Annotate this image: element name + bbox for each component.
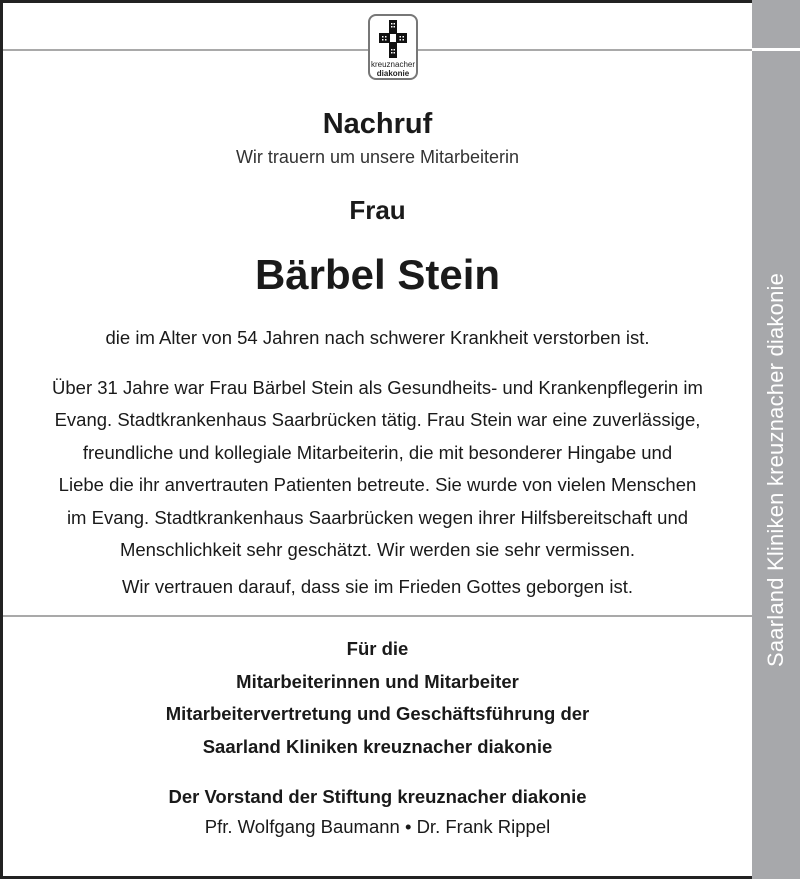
signature-block	[3, 633, 752, 763]
closing-line: Wir vertrauen darauf, dass sie im Frieden Gottes geborgen ist.	[121, 576, 634, 597]
frame-border-top	[0, 0, 753, 3]
kreuznacher-diakonie-logo	[368, 14, 418, 80]
page-title: Nachruf	[322, 108, 433, 140]
paragraph-line: Menschlichkeit sehr geschätzt. Wir werden sie sehr vermissen.	[119, 539, 636, 561]
board-title: Der Vorstand der Stiftung kreuznacher diakonie	[168, 786, 587, 807]
subtitle: Wir trauern um unsere Mitarbeiterin	[235, 147, 520, 167]
logo-text-line2: diakonie	[376, 69, 410, 78]
paragraph-line: Über 31 Jahre war Frau Bärbel Stein als Gesundheits- und Krankenpflegerin im	[52, 377, 703, 398]
logo-text-line1: kreuznacher	[370, 60, 416, 69]
cross-icon	[379, 20, 407, 58]
signature-line: Saarland Kliniken kreuznacher diakonie	[202, 735, 553, 757]
board-members: Pfr. Wolfgang Baumann • Dr. Frank Rippel	[204, 816, 551, 837]
paragraph-line: im Evang. Stadtkrankenhaus Saarbrücken wegen ihrer Hilfsbereitschaft und	[66, 506, 689, 528]
top-rule-left	[3, 49, 368, 51]
deceased-name: Bärbel Stein	[254, 251, 501, 298]
signature-line: Mitarbeiterinnen und Mitarbeiter	[236, 670, 519, 692]
salutation: Frau	[349, 195, 406, 225]
section-divider	[3, 615, 752, 617]
signature-line: Mitarbeitervertretung und Geschäftsführung der	[165, 703, 590, 725]
signature-line: Für die	[346, 638, 409, 659]
top-rule-right	[418, 49, 752, 51]
sidebar-divider	[752, 48, 800, 51]
paragraph-line: Liebe die ihr anvertrauten Patienten betreute. Sie wurde von vielen Menschen	[58, 474, 697, 496]
sidebar-text: Saarland Kliniken kreuznacher diakonie	[763, 272, 788, 668]
paragraph-line: Evang. Stadtkrankenhaus Saarbrücken tätig. Frau Stein war eine zuverlässige,	[54, 409, 701, 431]
age-line: die im Alter von 54 Jahren nach schwerer Krankheit verstorben ist.	[105, 327, 650, 348]
tribute-paragraph	[3, 372, 752, 566]
paragraph-line: freundliche und kollegiale Mitarbeiterin, die mit besonderer Hingabe und	[82, 441, 673, 463]
